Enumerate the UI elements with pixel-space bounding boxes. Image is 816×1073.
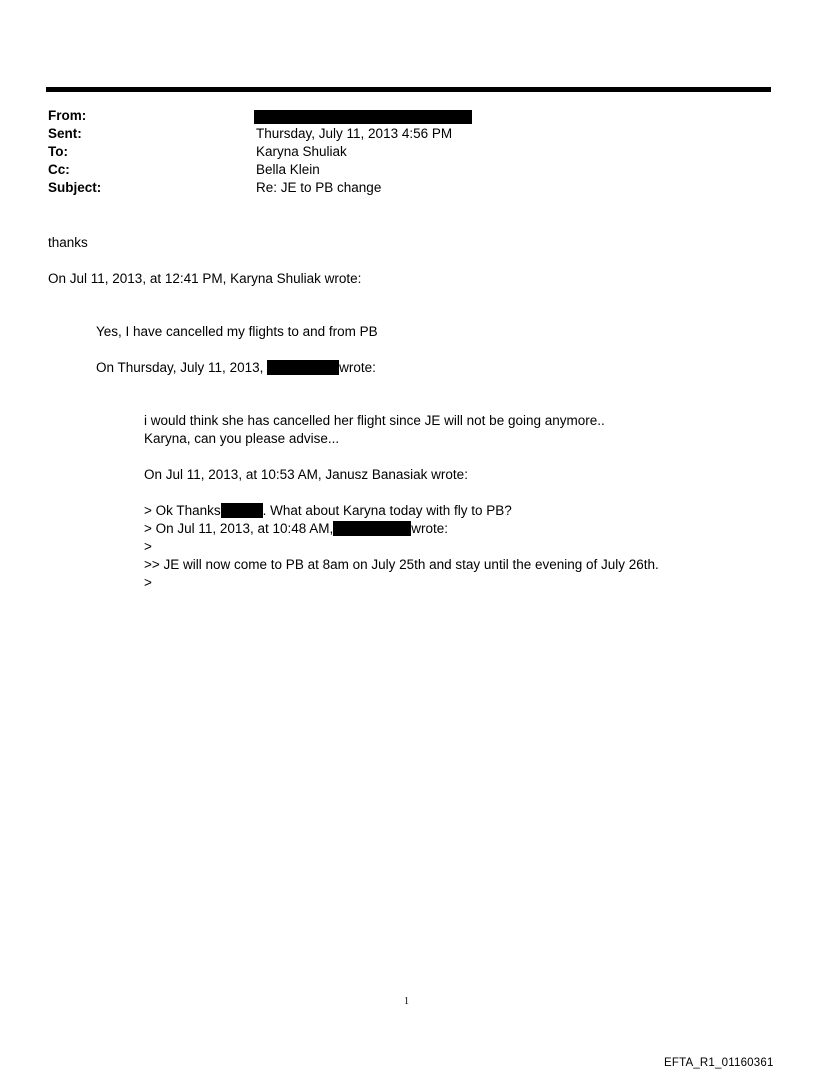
quoted-line-ok-thanks [144, 502, 512, 520]
to-label: To: [48, 144, 68, 159]
subject-value: Re: JE to PB change [256, 180, 382, 195]
message-line-1: i would think she has cancelled her flight since JE will not be going anymore.. [144, 413, 605, 428]
from-label: From: [48, 108, 87, 123]
from-redaction [254, 110, 472, 124]
subject-label: Subject: [48, 180, 102, 195]
quoted-header-prefix: > On Jul 11, 2013, at 10:48 AM, [144, 521, 334, 536]
ok-thanks-prefix: > Ok Thanks [144, 503, 221, 518]
header-divider [46, 87, 771, 92]
cc-label: Cc: [48, 162, 70, 177]
quoted-line-header [144, 520, 448, 538]
body-thanks: thanks [48, 235, 88, 250]
ok-thanks-suffix: . What about Karyna today with fly to PB? [262, 503, 512, 518]
quote-header-janusz: On Jul 11, 2013, at 10:53 AM, Janusz Banasiak wrote: [144, 467, 468, 482]
quoted-line-schedule: >> JE will now come to PB at 8am on July 25th and stay until the evening of July 26th. [144, 557, 659, 572]
sender-redaction [267, 360, 339, 375]
karyna-reply: Yes, I have cancelled my flights to and from PB [96, 324, 378, 339]
sent-label: Sent: [48, 126, 82, 141]
name-redaction [221, 503, 263, 518]
quoted-line-blank-2: > [144, 575, 152, 590]
document-id: EFTA_R1_01160361 [664, 1057, 774, 1069]
to-value: Karyna Shuliak [256, 144, 347, 159]
quoted-header-suffix: wrote: [411, 521, 449, 536]
message-line-2: Karyna, can you please advise... [144, 431, 340, 446]
quoted-sender-redaction [333, 521, 411, 536]
quote-header-karyna: On Jul 11, 2013, at 12:41 PM, Karyna Shuliak wrote: [48, 271, 362, 286]
cc-value: Bella Klein [256, 162, 320, 177]
quote-header-redacted [96, 359, 376, 377]
sent-value: Thursday, July 11, 2013 4:56 PM [256, 126, 453, 141]
quote-header-prefix: On Thursday, July 11, 2013, [96, 360, 264, 375]
quote-header-suffix: wrote: [339, 360, 376, 375]
quoted-line-blank-1: > [144, 539, 152, 554]
page-number: 1 [404, 996, 409, 1007]
